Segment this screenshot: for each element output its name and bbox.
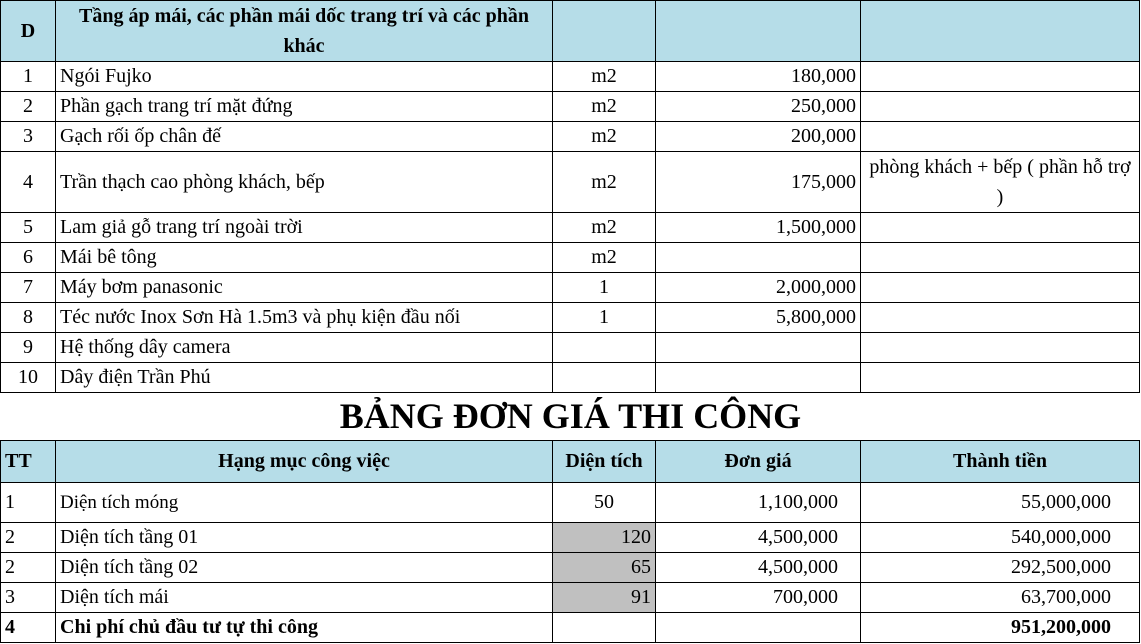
row-tt: 2 <box>1 553 56 583</box>
table-row <box>1 483 1140 523</box>
row-number: 10 <box>1 363 56 393</box>
table-row <box>1 363 1140 393</box>
header-empty-cell <box>861 1 1140 62</box>
row-item: Diện tích tầng 01 <box>56 523 553 553</box>
row-price <box>656 363 861 393</box>
table-row <box>1 243 1140 273</box>
row-unit-price: 700,000 <box>656 583 861 613</box>
row-price: 2,000,000 <box>656 273 861 303</box>
row-note: phòng khách + bếp ( phần hỗ trợ ) <box>861 152 1140 213</box>
row-total: 63,700,000 <box>861 583 1140 613</box>
row-tt: 1 <box>1 483 56 523</box>
row-price: 250,000 <box>656 92 861 122</box>
row-number: 2 <box>1 92 56 122</box>
row-unit: m2 <box>553 152 656 213</box>
row-area: 120 <box>553 523 656 553</box>
row-item: Diện tích mái <box>56 583 553 613</box>
summary-item: Chi phí chủ đầu tư tự thi công <box>56 613 553 643</box>
row-unit: m2 <box>553 62 656 92</box>
row-area: 50 <box>553 483 656 523</box>
row-item: Trần thạch cao phòng khách, bếp <box>56 152 553 213</box>
summary-tt: 4 <box>1 613 56 643</box>
row-item: Téc nước Inox Sơn Hà 1.5m3 và phụ kiện đầu nối <box>56 303 553 333</box>
row-price: 5,800,000 <box>656 303 861 333</box>
header-item: Hạng mục công việc <box>56 441 553 483</box>
table-row <box>1 152 1140 213</box>
row-price <box>656 333 861 363</box>
row-tt: 2 <box>1 523 56 553</box>
section-title: Tầng áp mái, các phần mái dốc trang trí và các phần khác <box>56 1 553 62</box>
price-header-row <box>1 441 1140 483</box>
summary-empty-cell <box>553 613 656 643</box>
row-number: 5 <box>1 213 56 243</box>
row-item: Mái bê tông <box>56 243 553 273</box>
row-price <box>656 243 861 273</box>
row-item: Lam giả gỗ trang trí ngoài trời <box>56 213 553 243</box>
row-unit-price: 1,100,000 <box>656 483 861 523</box>
row-number: 1 <box>1 62 56 92</box>
row-area: 91 <box>553 583 656 613</box>
row-unit: m2 <box>553 92 656 122</box>
table-row <box>1 92 1140 122</box>
table-row <box>1 62 1140 92</box>
row-item: Phần gạch trang trí mặt đứng <box>56 92 553 122</box>
row-note <box>861 303 1140 333</box>
row-price: 1,500,000 <box>656 213 861 243</box>
table-row <box>1 122 1140 152</box>
row-number: 4 <box>1 152 56 213</box>
row-number: 9 <box>1 333 56 363</box>
row-note <box>861 62 1140 92</box>
table-row <box>1 333 1140 363</box>
row-note <box>861 363 1140 393</box>
row-unit <box>553 333 656 363</box>
row-note <box>861 122 1140 152</box>
row-note <box>861 243 1140 273</box>
row-total: 55,000,000 <box>861 483 1140 523</box>
summary-total: 951,200,000 <box>861 613 1140 643</box>
header-area: Diện tích <box>553 441 656 483</box>
row-note <box>861 92 1140 122</box>
row-item: Ngói Fujko <box>56 62 553 92</box>
construction-price-table <box>0 440 1140 643</box>
row-note <box>861 213 1140 243</box>
row-unit <box>553 363 656 393</box>
row-total: 292,500,000 <box>861 553 1140 583</box>
row-area: 65 <box>553 553 656 583</box>
table-row <box>1 553 1140 583</box>
header-tt: TT <box>1 441 56 483</box>
row-unit: m2 <box>553 213 656 243</box>
row-note <box>861 273 1140 303</box>
header-unit-price: Đơn giá <box>656 441 861 483</box>
row-item: Gạch rối ốp chân đế <box>56 122 553 152</box>
summary-row <box>1 613 1140 643</box>
row-number: 8 <box>1 303 56 333</box>
row-note <box>861 333 1140 363</box>
row-total: 540,000,000 <box>861 523 1140 553</box>
row-unit: 1 <box>553 273 656 303</box>
row-price: 200,000 <box>656 122 861 152</box>
table-row <box>1 523 1140 553</box>
row-item: Diện tích móng <box>56 483 553 523</box>
row-unit-price: 4,500,000 <box>656 553 861 583</box>
row-item: Dây điện Trần Phú <box>56 363 553 393</box>
row-unit-price: 4,500,000 <box>656 523 861 553</box>
table-row <box>1 583 1140 613</box>
section-code: D <box>1 1 56 62</box>
row-unit: m2 <box>553 243 656 273</box>
materials-header-row <box>1 1 1140 62</box>
table-row <box>1 303 1140 333</box>
summary-empty-cell <box>656 613 861 643</box>
page-title: BẢNG ĐƠN GIÁ THI CÔNG <box>339 396 802 436</box>
row-unit: m2 <box>553 122 656 152</box>
row-price: 180,000 <box>656 62 861 92</box>
row-number: 3 <box>1 122 56 152</box>
header-empty-cell <box>553 1 656 62</box>
table-row <box>1 213 1140 243</box>
header-total: Thành tiền <box>861 441 1140 483</box>
row-item: Máy bơm panasonic <box>56 273 553 303</box>
row-unit: 1 <box>553 303 656 333</box>
row-price: 175,000 <box>656 152 861 213</box>
row-number: 7 <box>1 273 56 303</box>
table-row <box>1 273 1140 303</box>
row-number: 6 <box>1 243 56 273</box>
header-empty-cell <box>656 1 861 62</box>
row-tt: 3 <box>1 583 56 613</box>
row-item: Hệ thống dây camera <box>56 333 553 363</box>
row-item: Diện tích tầng 02 <box>56 553 553 583</box>
